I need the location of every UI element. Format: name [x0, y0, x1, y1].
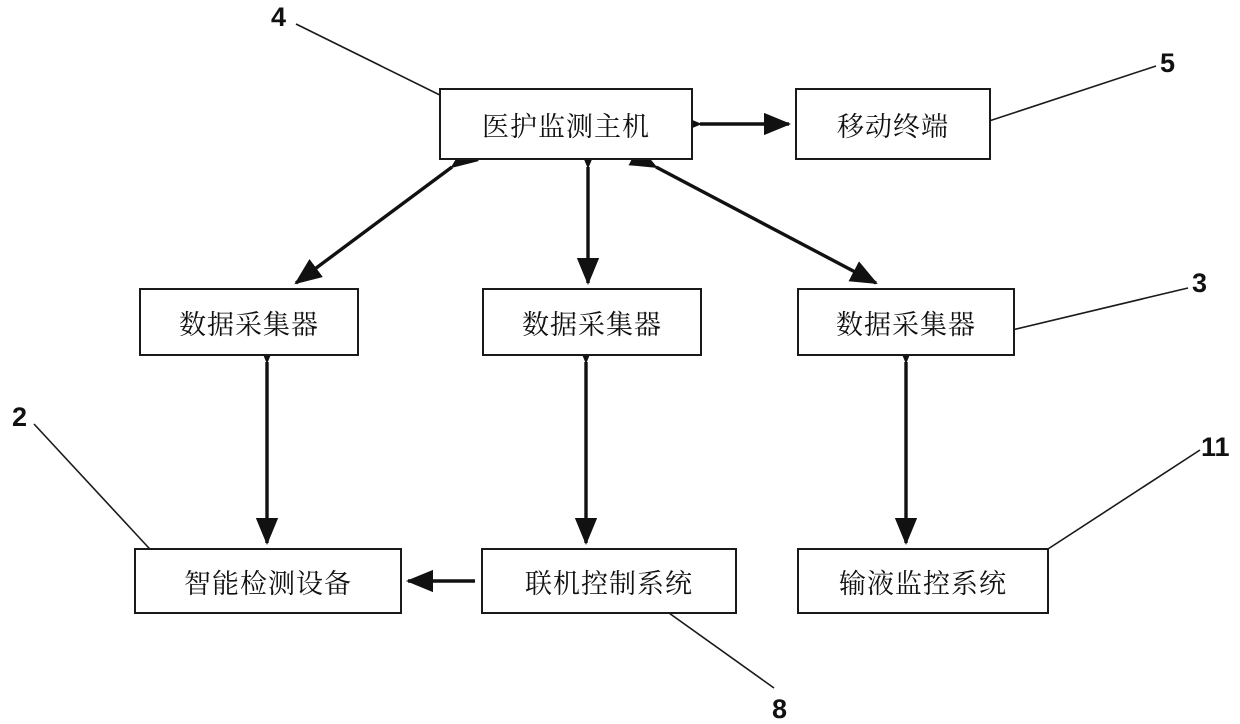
node-label: 移动终端	[837, 111, 949, 142]
reference-number-3: 3	[1192, 268, 1208, 298]
node-label: 智能检测设备	[184, 568, 352, 599]
reference-number-5: 5	[1160, 48, 1176, 78]
reference-number-2: 2	[12, 402, 28, 432]
reference-number-4: 4	[271, 2, 287, 32]
node-medical-monitoring-host[interactable]	[439, 88, 693, 160]
node-data-collector-2[interactable]	[482, 288, 702, 356]
node-label: 数据采集器	[179, 309, 319, 340]
node-label: 医护监测主机	[482, 111, 650, 142]
reference-number-8: 8	[772, 694, 788, 724]
node-label: 输液监控系统	[839, 568, 1007, 599]
node-data-collector-3[interactable]	[797, 288, 1015, 356]
link-host-collector3	[656, 167, 876, 283]
node-online-control-system[interactable]	[481, 548, 737, 614]
node-mobile-terminal[interactable]	[795, 88, 991, 160]
node-data-collector-1[interactable]	[139, 288, 359, 356]
reference-number-11: 11	[1201, 432, 1230, 462]
node-label: 联机控制系统	[525, 568, 693, 599]
node-label: 数据采集器	[836, 309, 976, 340]
node-smart-detection-device[interactable]	[134, 548, 402, 614]
link-host-collector1	[296, 167, 452, 283]
node-label: 数据采集器	[522, 309, 662, 340]
node-infusion-monitoring-system[interactable]	[797, 548, 1049, 614]
